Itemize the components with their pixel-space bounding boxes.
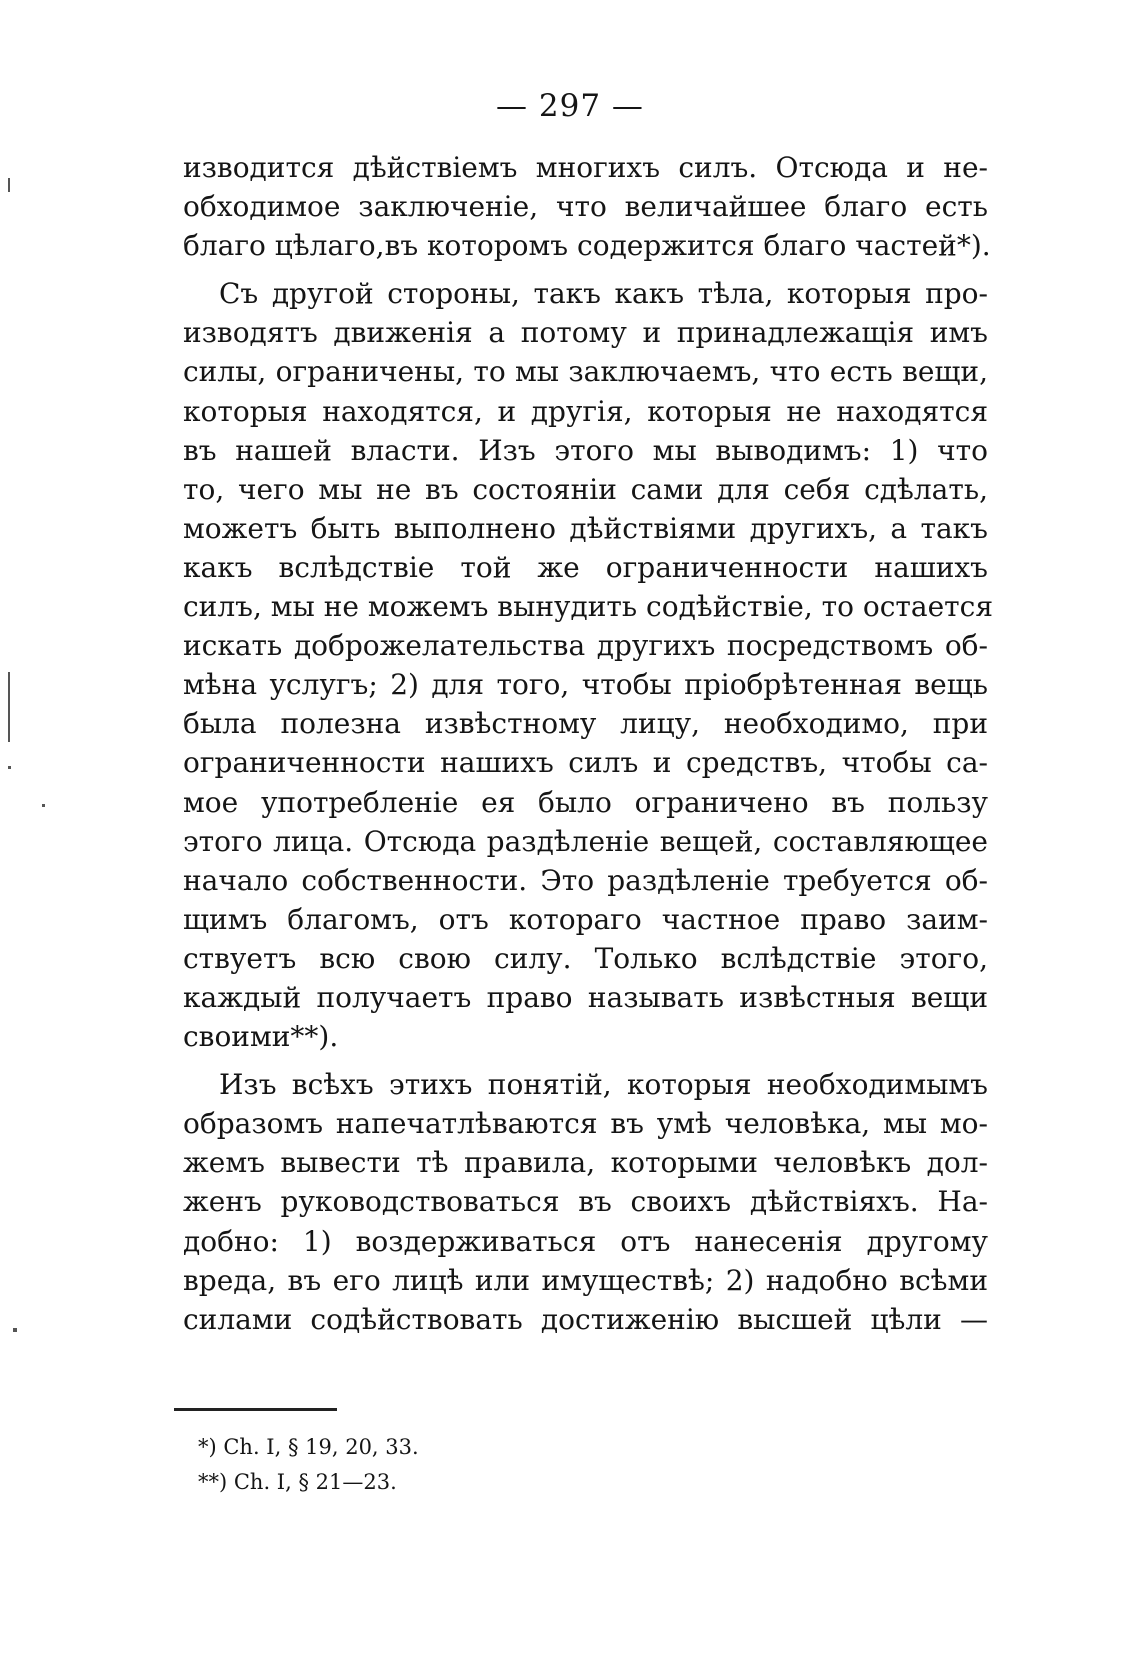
text-line: каждый получаетъ право называть извѣстныя вещи: [183, 980, 988, 1014]
text-line: начало собственности. Это раздѣленіе требуется об-: [183, 863, 988, 897]
text-line: Съ другой стороны, такъ какъ тѣла, которыя про-: [219, 277, 988, 311]
footnote-2: **) Ch. I, § 21—23.: [198, 1470, 397, 1494]
text-line: мѣна услугъ; 2) для того, чтобы пріобрѣтенная вещь: [183, 668, 988, 702]
text-line: искать доброжелательства другихъ посредствомъ об-: [183, 629, 988, 663]
scan-mark: [8, 178, 10, 192]
scan-mark: [8, 766, 11, 769]
text-line: была полезна извѣстному лицу, необходимо, при: [183, 707, 988, 741]
text-line: ограниченности нашихъ силъ и средствъ, чтобы са-: [183, 746, 988, 780]
text-line: изводятъ движенія а потому и принадлежащія имъ: [183, 316, 988, 350]
text-line: можетъ быть выполнено дѣйствіями другихъ, а такъ: [183, 511, 988, 545]
text-line: вреда, въ его лицѣ или имуществѣ; 2) надобно всѣми: [183, 1263, 988, 1297]
text-line: ствуетъ всю свою силу. Только вслѣдствіе этого,: [183, 941, 988, 975]
footnote-divider: [174, 1408, 337, 1411]
text-line: которыя находятся, и другія, которыя не находятся: [183, 394, 988, 428]
page-number: — 297 —: [496, 88, 644, 124]
text-line: силъ, мы не можемъ вынудить содѣйствіе, то остается: [183, 590, 993, 624]
body-text: [183, 148, 993, 1339]
text-line: женъ руководствоваться въ своихъ дѣйствіяхъ. На-: [183, 1185, 988, 1219]
text-line: своими**).: [183, 1020, 339, 1054]
text-line: обходимое заключеніе, что величайшее благо есть: [183, 190, 988, 224]
paragraph-2: [183, 274, 993, 1056]
text-line: добно: 1) воздерживаться отъ нанесенія другому: [183, 1224, 988, 1258]
text-line: этого лица. Отсюда раздѣленіе вещей, составляющее: [183, 824, 988, 858]
paragraph-3: [183, 1065, 988, 1339]
text-line: силами содѣйствовать достиженію высшей цѣли —: [183, 1302, 988, 1336]
text-line: то, чего мы не въ состояніи сами для себя сдѣлать,: [183, 472, 988, 506]
text-line: благо цѣлаго,въ которомъ содержится благо частей*).: [183, 229, 991, 263]
footnotes: [198, 1430, 419, 1500]
scan-mark: [42, 804, 45, 807]
text-line: въ нашей власти. Изъ этого мы выводимъ: 1) что: [183, 433, 988, 467]
paragraph-1: [183, 148, 991, 265]
text-line: щимъ благомъ, отъ котораго частное право заим-: [183, 902, 988, 936]
text-line: какъ вслѣдствіе той же ограниченности нашихъ: [183, 550, 988, 584]
text-line: мое употребленіе ея было ограничено въ пользу: [183, 785, 988, 819]
text-line: Изъ всѣхъ этихъ понятій, которыя необходимымъ: [219, 1068, 988, 1102]
footnote-1: *) Ch. I, § 19, 20, 33.: [198, 1435, 419, 1459]
text-line: силы, ограничены, то мы заключаемъ, что есть вещи,: [183, 355, 988, 389]
text-line: образомъ напечатлѣваются въ умѣ человѣка, мы мо-: [183, 1107, 988, 1141]
scan-mark: [8, 672, 10, 742]
text-line: жемъ вывести тѣ правила, которыми человѣкъ дол-: [183, 1146, 988, 1180]
text-line: изводится дѣйствіемъ многихъ силъ. Отсюда и не-: [183, 151, 988, 184]
scan-mark: [13, 1328, 17, 1332]
